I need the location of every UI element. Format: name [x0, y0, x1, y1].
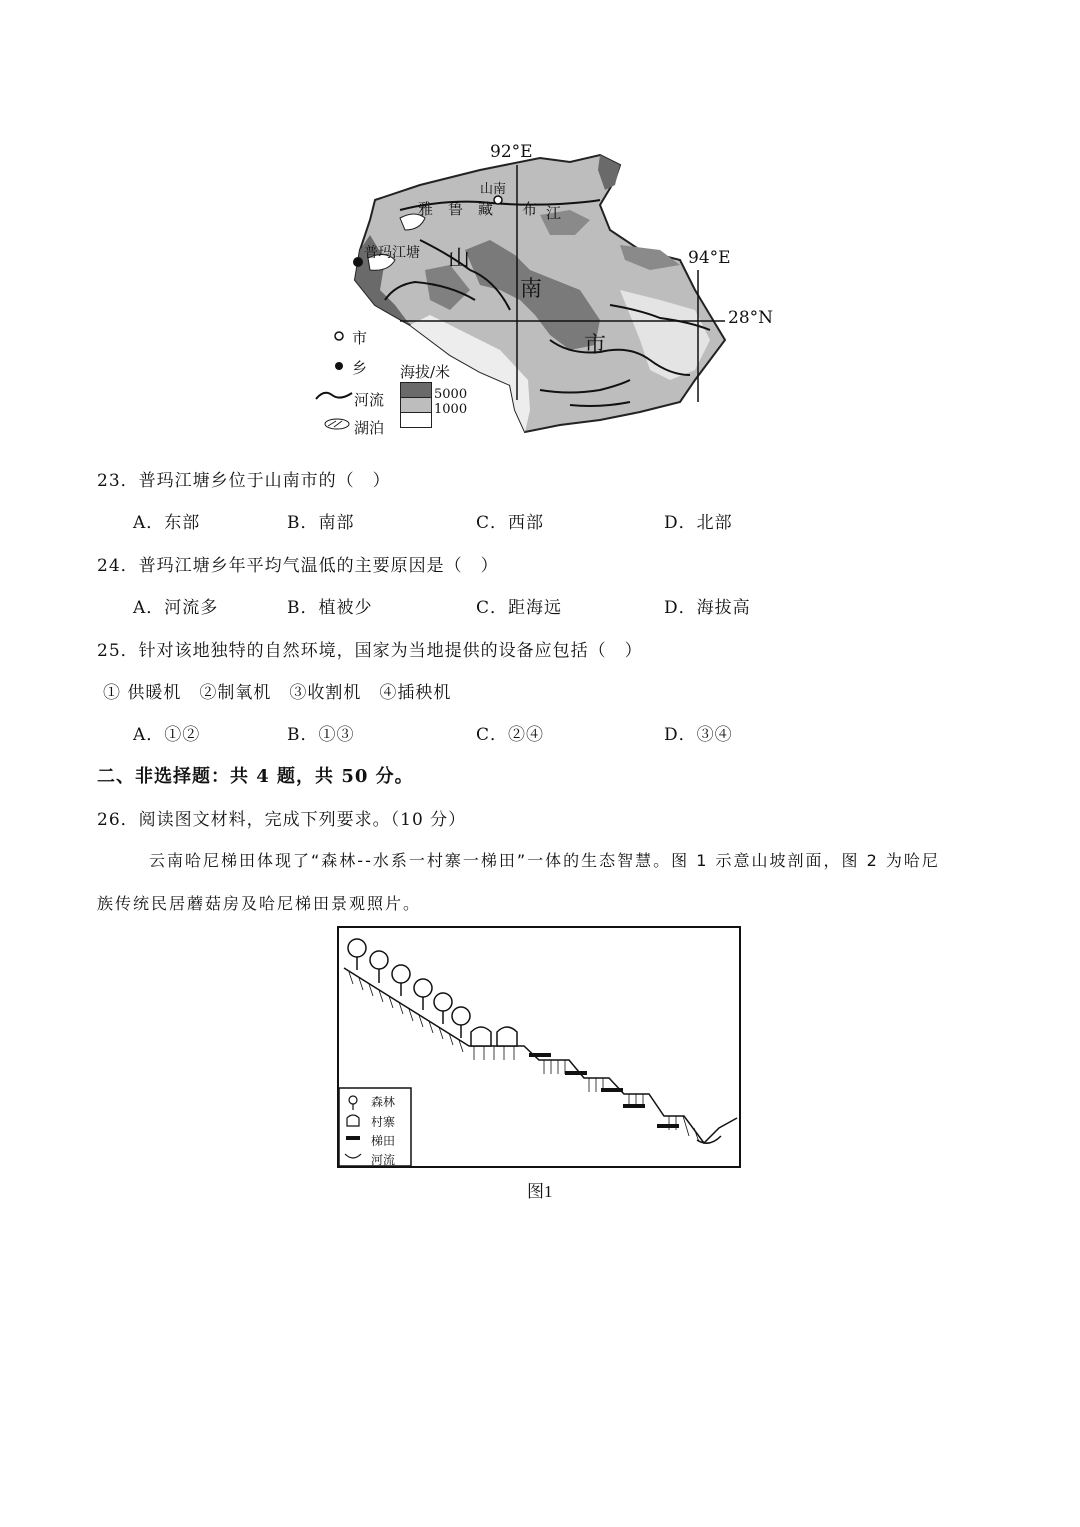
elev-5000: 5000 [434, 387, 468, 402]
q25-items: ① 供暖机 ②制氧机 ③收割机 ④插秧机 [103, 683, 452, 703]
river-label-char: 鲁 [448, 200, 464, 218]
map-figure [300, 140, 790, 440]
city-point [494, 196, 502, 204]
forest-trees [348, 939, 470, 1038]
legend-town: 乡 [352, 359, 368, 377]
town-label: 普玛江塘 [364, 245, 420, 261]
q24-option-d[interactable]: D．海拔高 [664, 598, 751, 618]
q24-option-c[interactable]: C．距海远 [476, 598, 563, 618]
q24-option-b[interactable]: B．植被少 [287, 598, 373, 618]
q26-stem: 26．阅读图文材料，完成下列要求。（10 分） [97, 810, 467, 830]
river-label-char: 江 [546, 204, 562, 222]
legend-city: 市 [352, 329, 368, 347]
town-legend-icon [332, 359, 346, 373]
q26-material-line2: 族传统民居蘑菇房及哈尼梯田景观照片。 [97, 894, 422, 913]
legend-river: 河流 [354, 391, 385, 409]
elev-swatch-high [400, 382, 432, 398]
q25-stem: 25．针对该地独特的自然环境，国家为当地提供的设备应包括（ ） [97, 641, 643, 661]
region-label-char: 市 [584, 333, 607, 358]
town-point [353, 257, 363, 267]
q25-option-b[interactable]: B．①③ [287, 725, 355, 745]
q23-option-b[interactable]: B．南部 [287, 513, 355, 533]
elev-swatch-mid [400, 397, 432, 413]
elev-1000: 1000 [434, 402, 468, 417]
lon-92-label: 92°E [490, 142, 533, 162]
village-legend-icon [347, 1115, 359, 1126]
region-label-char: 山 [448, 247, 471, 272]
river-label-char: 藏 [478, 200, 494, 218]
q23-option-c[interactable]: C．西部 [476, 513, 545, 533]
elev-swatch-low [400, 412, 432, 428]
village-houses [471, 1027, 517, 1046]
q23-stem: 23．普玛江塘乡位于山南市的（ ） [97, 471, 391, 491]
lake-legend-icon [322, 417, 352, 431]
q23-option-d[interactable]: D．北部 [664, 513, 733, 533]
terrace-marks [529, 1053, 679, 1128]
region-label-char: 南 [520, 277, 543, 302]
lon-94-label: 94°E [688, 248, 731, 268]
forest-legend-icon [349, 1096, 357, 1104]
fig1-legend-terrace: 梯田 [371, 1134, 396, 1148]
q24-stem: 24．普玛江塘乡年平均气温低的主要原因是（ ） [97, 556, 499, 576]
q25-option-c[interactable]: C．②④ [476, 725, 545, 745]
q26-material-line1: 云南哈尼梯田体现了“森林--水系一村寨一梯田”一体的生态智慧。图 1 示意山坡剖面，图 2 为哈尼 [149, 851, 940, 870]
slope-profile [339, 928, 739, 1166]
elev-legend-title: 海拔/米 [400, 363, 451, 381]
section-2-heading: 二、非选择题：共 4 题，共 50 分。 [97, 766, 414, 787]
city-legend-icon [332, 329, 346, 343]
q25-option-a[interactable]: A．①② [133, 725, 201, 745]
river-label-char: 雅 [418, 200, 434, 218]
city-label: 山南 [480, 182, 507, 197]
river-legend-icon [314, 387, 354, 405]
map-legend [310, 325, 480, 435]
figure-1 [337, 926, 741, 1168]
fig1-legend-village: 村寨 [371, 1115, 396, 1129]
q24-option-a[interactable]: A．河流多 [133, 598, 219, 618]
lat-28-label: 28°N [728, 308, 774, 328]
figure-1-caption: 图1 [527, 1182, 553, 1201]
terrace-legend-icon [346, 1136, 360, 1140]
fig1-legend-river: 河流 [371, 1153, 396, 1167]
q23-option-a[interactable]: A．东部 [133, 513, 201, 533]
legend-lake: 湖泊 [354, 419, 385, 437]
q25-option-d[interactable]: D．③④ [664, 725, 733, 745]
river-label-char: 布 [522, 200, 538, 218]
fig1-legend-forest: 森林 [371, 1095, 396, 1109]
